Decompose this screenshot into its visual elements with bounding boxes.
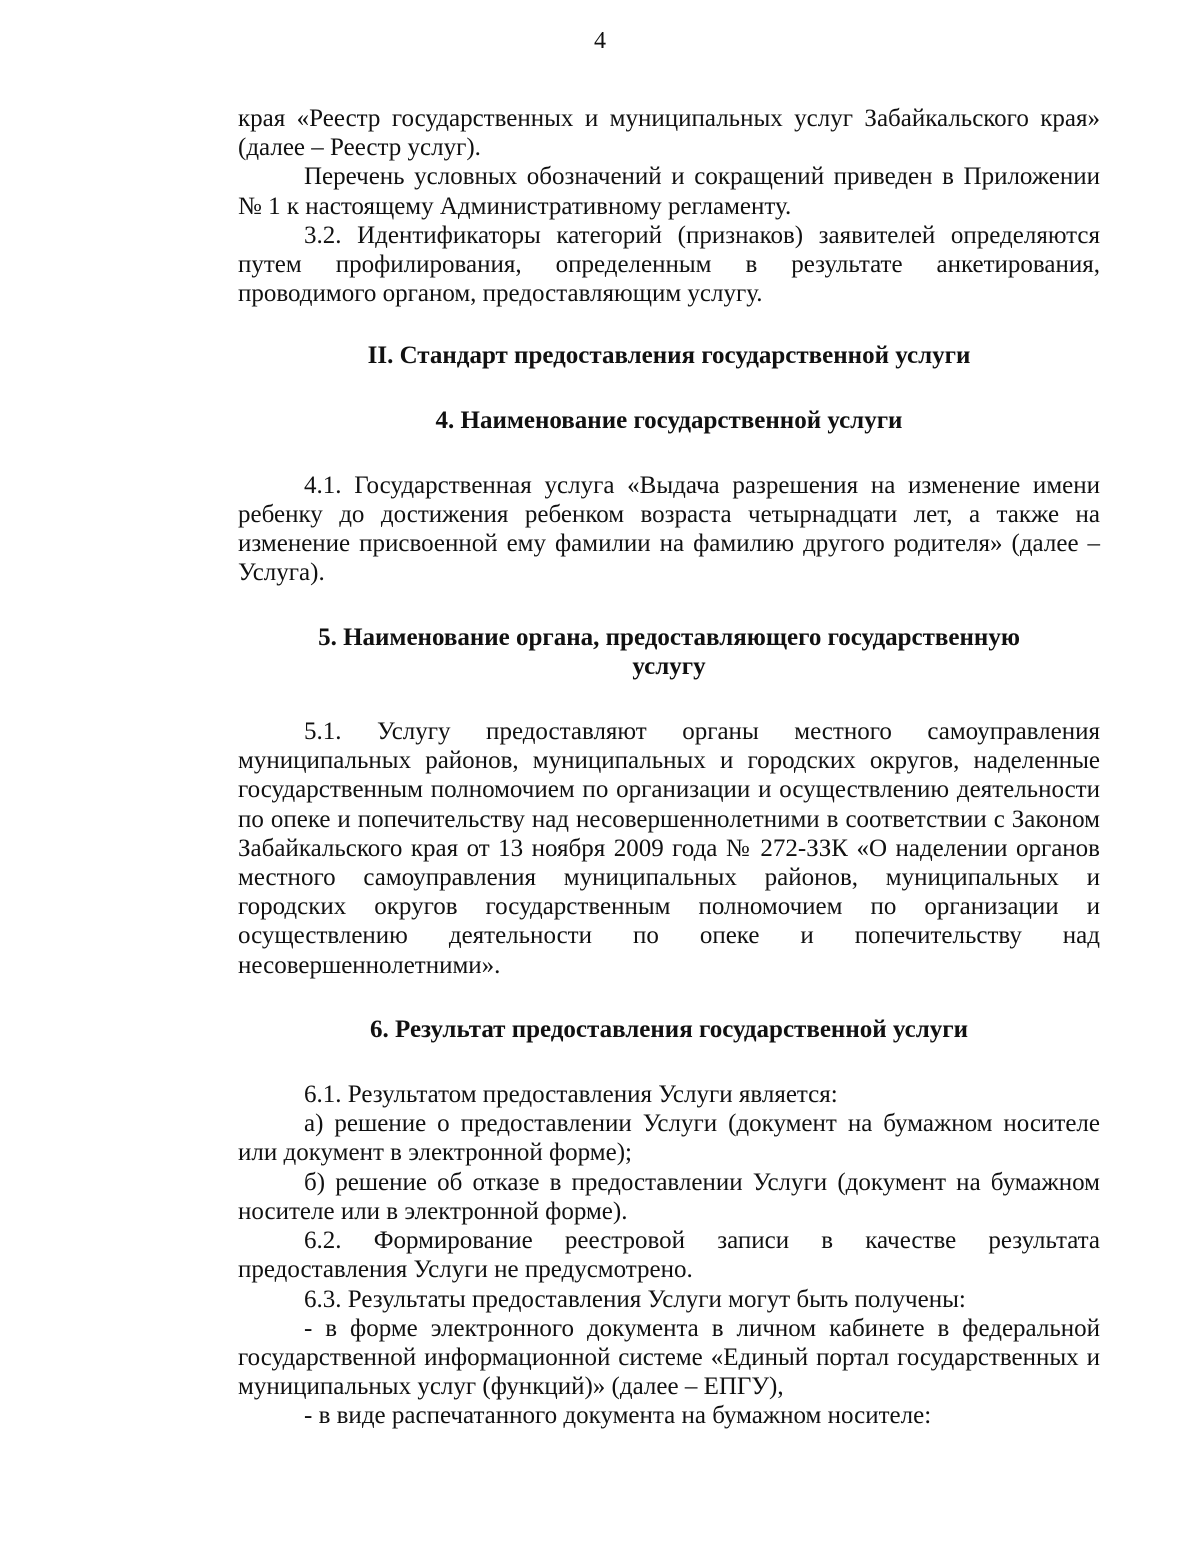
paragraph-registry: края «Реестр государственных и муниципальных услуг Забайкальского края» (далее – Реестр услуг). [238, 105, 1100, 162]
paragraph-6-3-epgu: - в форме электронного документа в личном кабинете в федеральной государственной информационной системе «Единый портал государственных и муниципальных услуг (функций)» (далее – ЕПГУ), [238, 1314, 1100, 1401]
paragraph-6-1-a: а) решение о предоставлении Услуги (документ на бумажном носителе или документ в электронной форме); [238, 1110, 1100, 1167]
document-body [238, 104, 1100, 1431]
paragraph-3-2: 3.2. Идентификаторы категорий (признаков) заявителей определяются путем профилирования, определенным в результате анкетирования, проводимого органом, предоставляющим услугу. [238, 221, 1100, 308]
paragraph-4-1: 4.1. Государственная услуга «Выдача разрешения на изменение имени ребенку до достижения ребенком возраста четырнадцати лет, а также на изменение присвоенной ему фамилии на фамилию другого родителя» (далее – Услуга). [238, 471, 1100, 587]
heading-5-line2: услугу [632, 652, 706, 680]
paragraph-6-1: 6.1. Результатом предоставления Услуги является: [304, 1081, 838, 1109]
heading-6: 6. Результат предоставления государственной услуги [370, 1015, 968, 1043]
paragraph-6-2: 6.2. Формирование реестровой записи в качестве результата предоставления Услуги не предусмотрено. [238, 1227, 1100, 1284]
paragraph-6-3-paper: - в виде распечатанного документа на бумажном носителе: [304, 1402, 932, 1430]
heading-5-line1: 5. Наименование органа, предоставляющего государственную [318, 623, 1020, 651]
paragraph-5-1: 5.1. Услугу предоставляют органы местного самоуправления муниципальных районов, муниципальных и городских округов, наделенные государственным полномочием по организации и осуществлению деятельности по опеке и попечительству над несовершеннолетними в соответствии с Законом Забайкальского края от 13 ноября 2009 года № 272-ЗЗК «О наделении органов местного самоуправления муниципальных районов, муниципальных и городских округов государственным полномочием по организации и осуществлению деятельности по опеке и попечительству над несовершеннолетними». [238, 718, 1100, 979]
heading-4: 4. Наименование государственной услуги [435, 406, 903, 434]
page-number: 4 [594, 28, 606, 54]
paragraph-6-1-b: б) решение об отказе в предоставлении Услуги (документ на бумажном носителе или в электронной форме). [238, 1168, 1100, 1225]
section-title-standard: II. Стандарт предоставления государственной услуги [367, 342, 971, 370]
paragraph-6-3: 6.3. Результаты предоставления Услуги могут быть получены: [304, 1285, 966, 1313]
heading-5 [238, 623, 1100, 681]
paragraph-abbreviations: Перечень условных обозначений и сокращений приведен в Приложении № 1 к настоящему Административному регламенту. [238, 163, 1100, 220]
